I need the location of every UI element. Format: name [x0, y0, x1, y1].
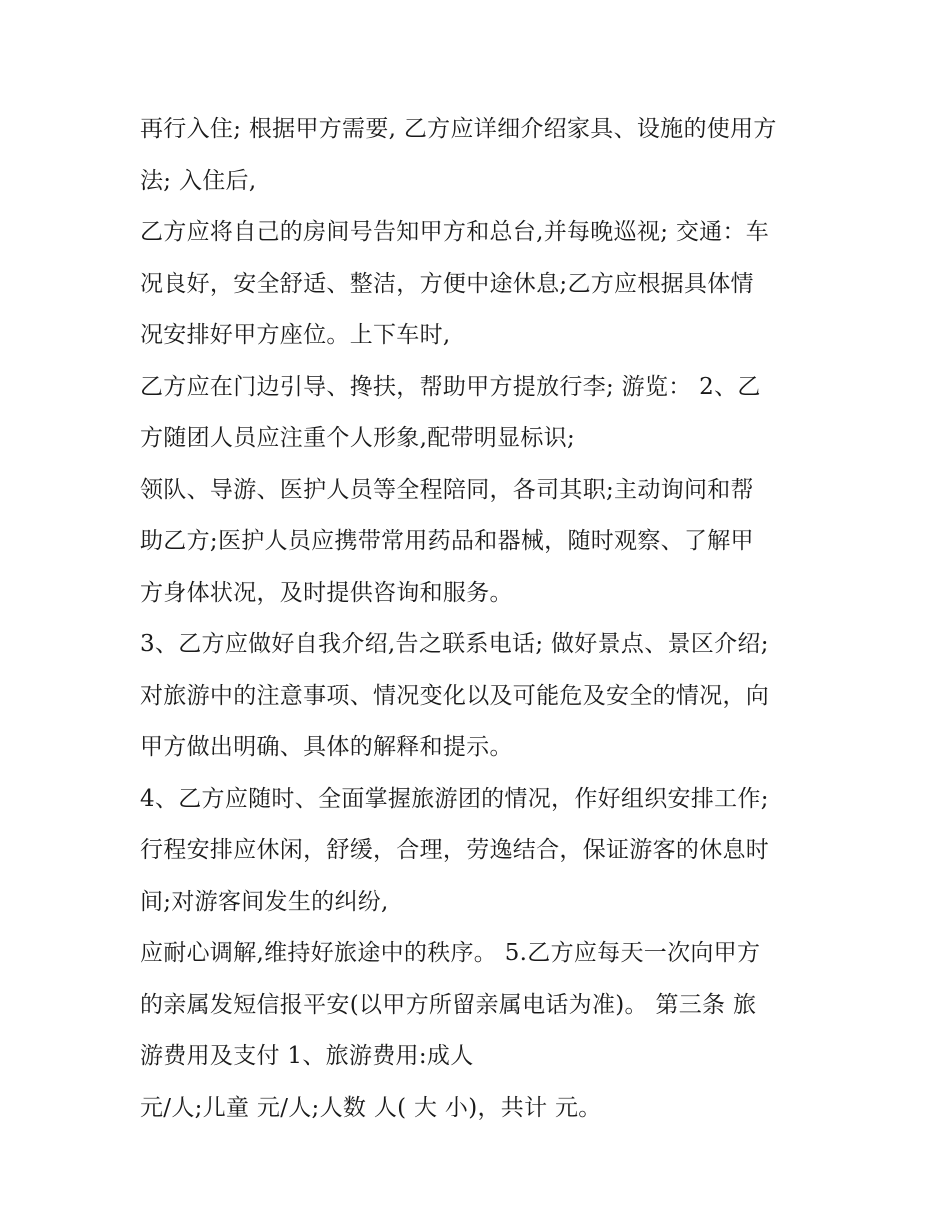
- text-line: 况安排好甲方座位。上下车时,: [140, 322, 451, 348]
- text-line: 间;对游客间发生的纠纷,: [140, 888, 389, 915]
- text-line: 方身体状况，及时提供咨询和服务。: [140, 579, 513, 606]
- text-line: 3、乙方应做好自我介绍,告之联系电话; 做好景点、景区介绍;: [140, 631, 769, 657]
- text-line: 甲方做出明确、具体的解释和提示。: [140, 734, 513, 760]
- text-line: 再行入住; 根据甲方需要, 乙方应详细介绍家具、设施的使用方: [140, 116, 777, 142]
- text-line: 况良好，安全舒适、整洁，方便中途休息;乙方应根据具体情: [140, 270, 754, 297]
- text-line: 领队、导游、医护人员等全程陪同，各司其职;主动询问和帮: [140, 476, 754, 503]
- text-line: 4、乙方应随时、全面掌握旅游团的情况，作好组织安排工作;: [140, 785, 769, 812]
- text-line: 乙方应将自己的房间号告知甲方和总台,并每晚巡视; 交通：车: [140, 219, 770, 245]
- text-line: 法; 入住后,: [140, 167, 257, 194]
- text-line: 行程安排应休闲，舒缓，合理，劳逸结合，保证游客的休息时: [140, 837, 770, 863]
- text-line: 乙方应在门边引导、搀扶，帮助甲方提放行李; 游览： 2、乙: [140, 373, 761, 400]
- text-line: 应耐心调解,维持好旅途中的秩序。 5.乙方应每天一次向甲方: [140, 940, 761, 966]
- text-line: 方随团人员应注重个人形象,配带明显标识;: [140, 425, 576, 451]
- text-line: 助乙方;医护人员应携带常用药品和器械，随时观察、了解甲: [140, 528, 754, 554]
- text-line: 游费用及支付 1、旅游费用:成人: [140, 1043, 474, 1069]
- text-line: 对旅游中的注意事项、情况变化以及可能危及安全的情况，向: [140, 682, 770, 709]
- text-line: 的亲属发短信报平安(以甲方所留亲属电话为准)。 第三条 旅: [140, 991, 757, 1018]
- text-line: 元/人;儿童 元/人;人数 人( 大 小)，共计 元。: [140, 1094, 602, 1121]
- document-body: [140, 104, 820, 1134]
